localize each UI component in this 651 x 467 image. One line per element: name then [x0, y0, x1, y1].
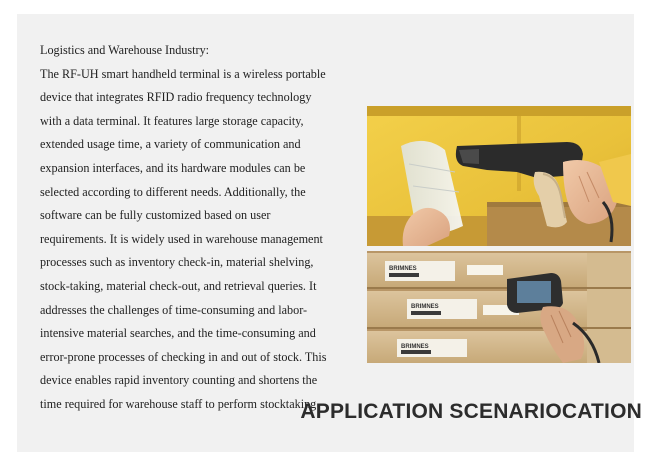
box-label-text: BRIMNES: [401, 344, 429, 350]
box-label-text: BRIMNES: [411, 304, 439, 310]
text-line: processes such as inventory check-in, material shelving,: [40, 255, 314, 270]
text-line: stock-taking, material check-out, and retrieval queries. It: [40, 278, 317, 293]
text-line: extended usage time, a variety of communication and: [40, 137, 301, 152]
text-line: with a data terminal. It features large storage capacity,: [40, 113, 304, 128]
text-line: addresses the challenges of time-consuming and labor-: [40, 302, 308, 317]
text-line: device that integrates RFID radio frequency technology: [40, 90, 312, 105]
text-line: intensive material searches, and the time-consuming and: [40, 326, 316, 341]
photo-scanning-boxes: [367, 251, 631, 363]
text-line: requirements. It is widely used in warehouse management: [40, 231, 323, 246]
photo-handheld-terminal-image: [367, 106, 631, 246]
text-line: software can be fully customized based on user: [40, 208, 271, 223]
box-label-text: BRIMNES: [389, 266, 417, 272]
photo-scanning-boxes-image: [367, 251, 631, 363]
body-text: [40, 39, 364, 417]
text-line: device enables rapid inventory counting and shortens the: [40, 373, 318, 388]
application-scenario-title: APPLICATION SCENARIOCATION: [300, 400, 642, 423]
photo-handheld-terminal: [367, 106, 631, 246]
content-panel: [17, 14, 634, 452]
text-line: time required for warehouse staff to perform stocktaking: [40, 396, 317, 411]
text-line: expansion interfaces, and its hardware modules can be: [40, 160, 306, 175]
text-line: error-prone processes of checking in and out of stock. This: [40, 349, 327, 364]
text-line: selected according to different needs. Additionally, the: [40, 184, 306, 199]
text-line: Logistics and Warehouse Industry:: [40, 43, 210, 57]
text-line: The RF-UH smart handheld terminal is a wireless portable: [40, 66, 326, 81]
